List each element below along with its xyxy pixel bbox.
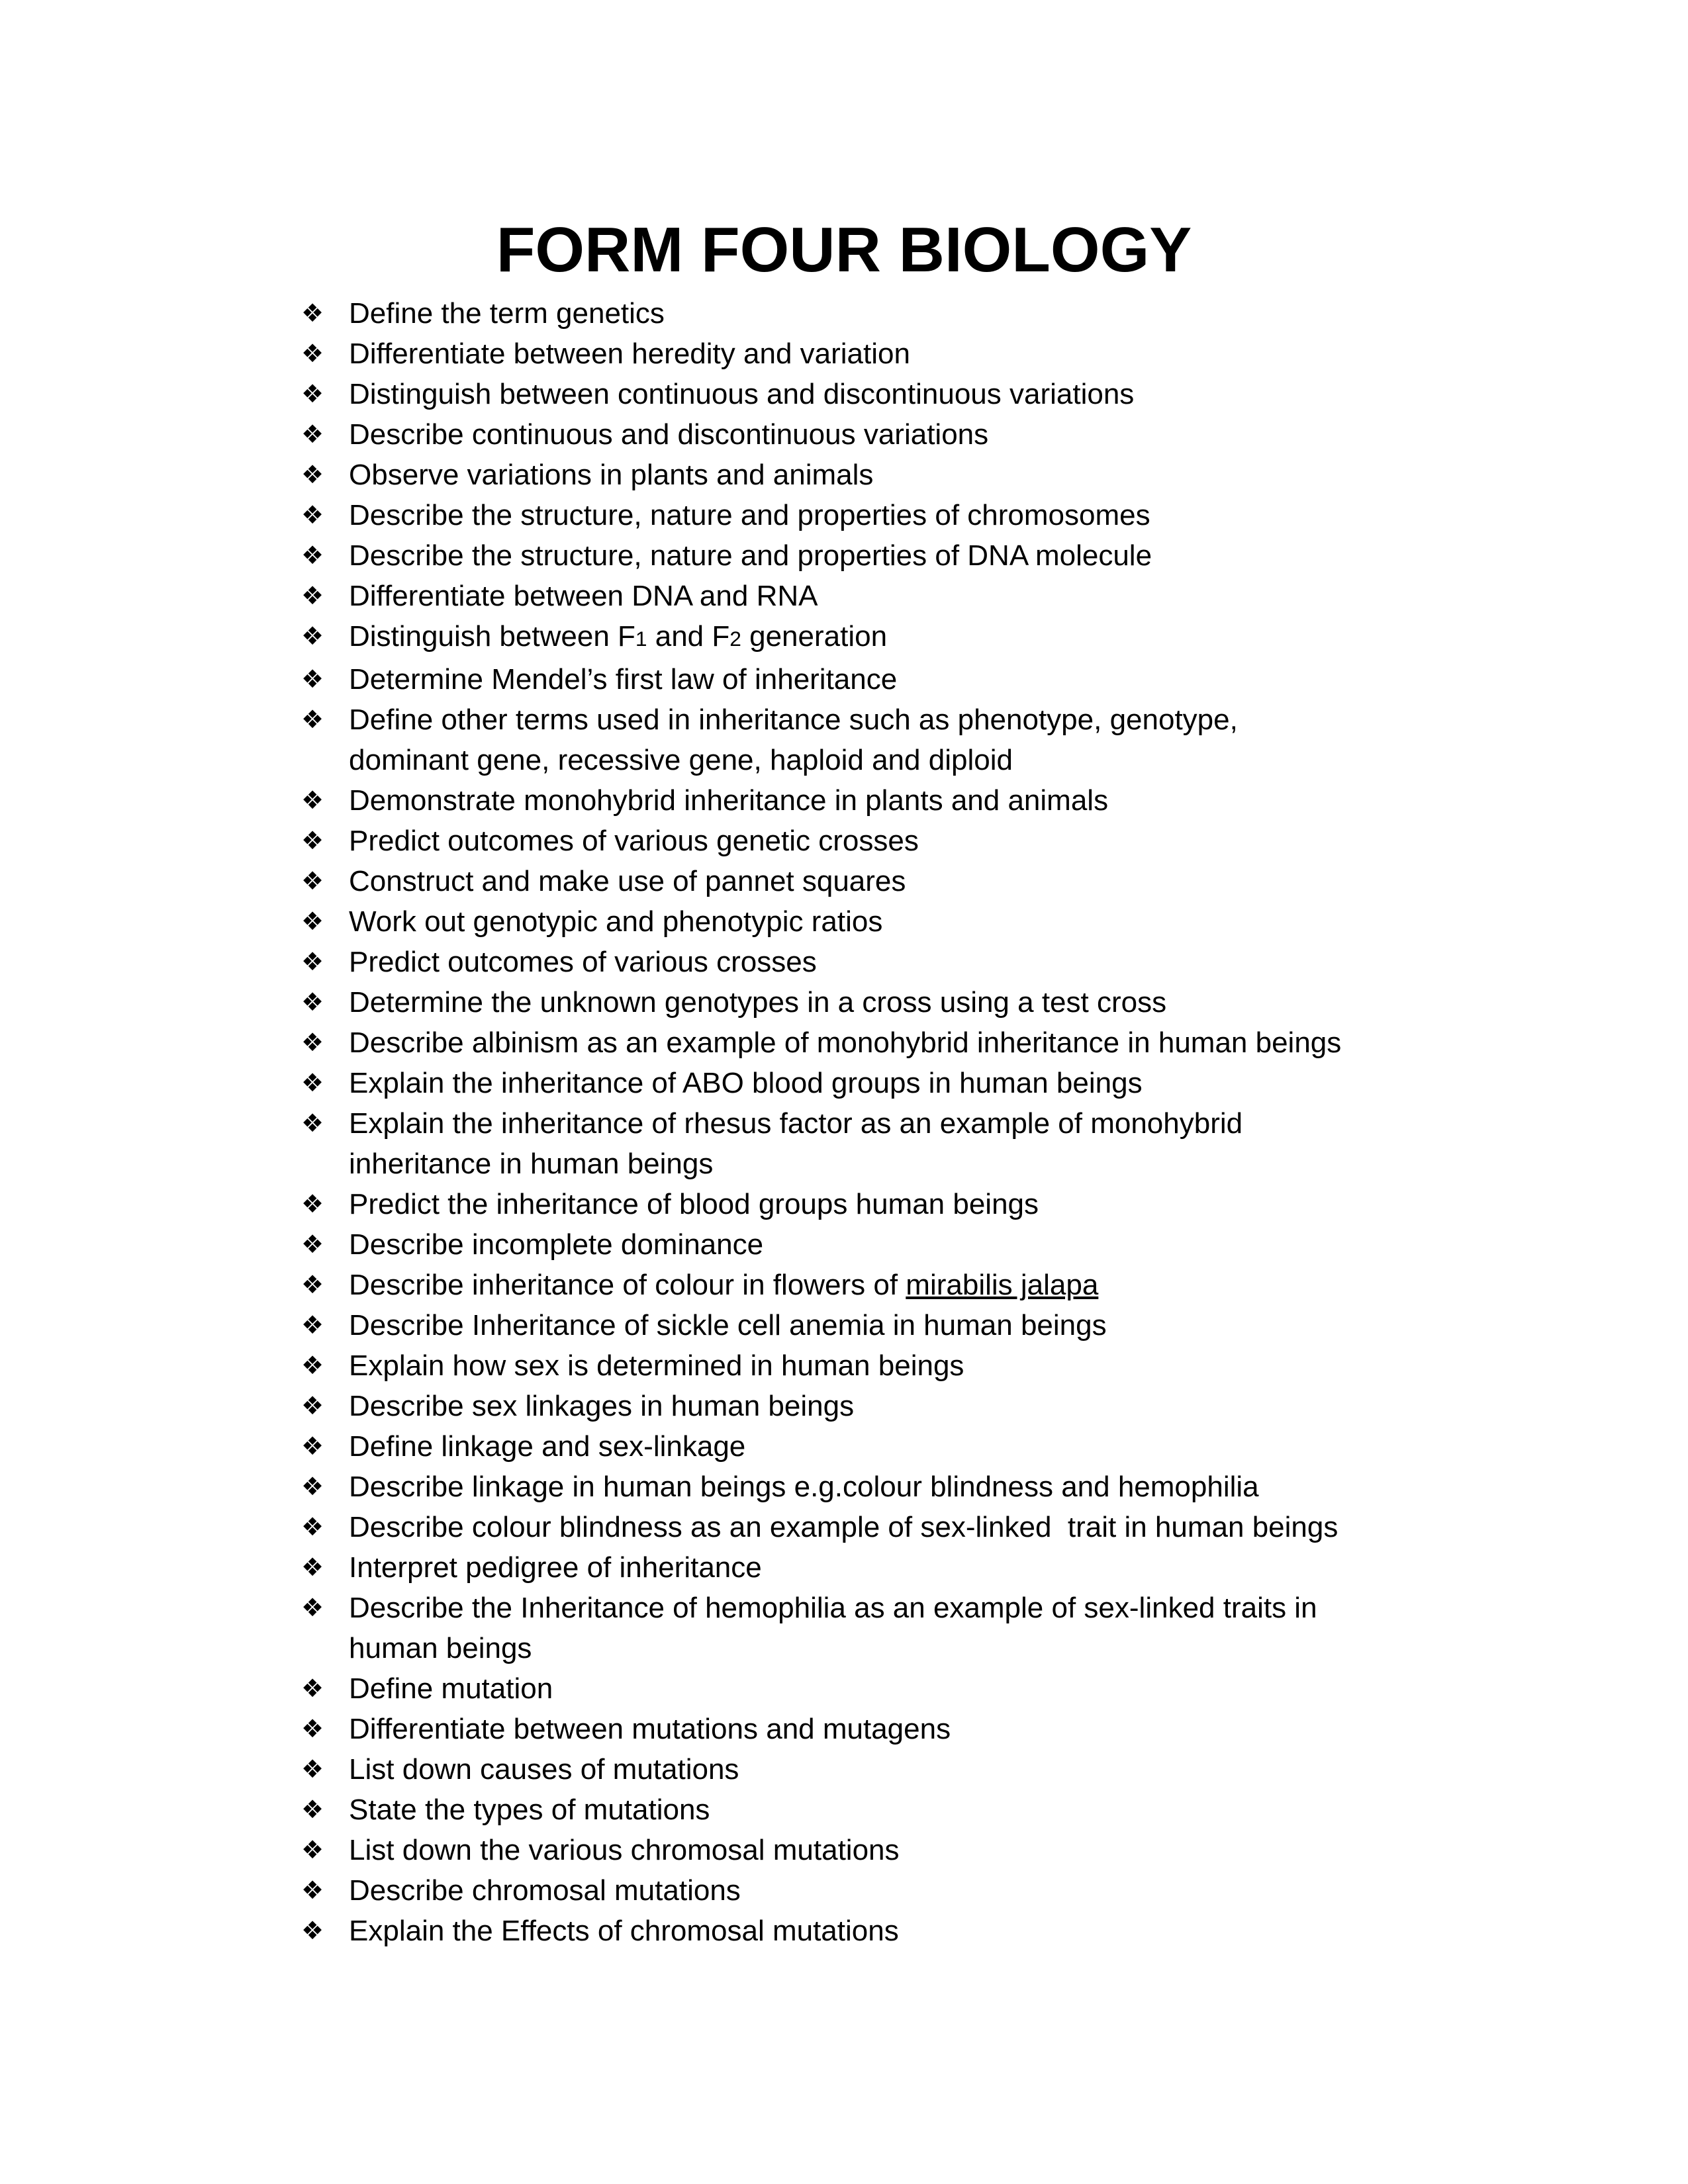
list-item <box>301 821 1559 861</box>
bullet-diamond-icon: ❖ <box>301 1754 324 1784</box>
bullet-diamond-icon: ❖ <box>301 1714 324 1743</box>
text-segment: Construct and make use of pannet squares <box>349 865 906 897</box>
list-item <box>301 1870 1559 1911</box>
list-item-text <box>349 1511 1338 1543</box>
bullet-diamond-icon: ❖ <box>301 420 324 449</box>
page-title: FORM FOUR BIOLOGY <box>496 214 1192 285</box>
text-segment: Differentiate between mutations and mutagens <box>349 1713 951 1745</box>
text-segment: Describe inheritance of colour in flowers of <box>349 1269 906 1301</box>
text-segment: Distinguish between continuous and discontinuous variations <box>349 378 1135 410</box>
list-item-text <box>349 1794 710 1826</box>
list-item-text <box>349 946 817 978</box>
text-segment: Demonstrate monohybrid inheritance in plants and animals <box>349 784 1109 817</box>
bullet-diamond-icon: ❖ <box>301 947 324 976</box>
text-segment: Predict outcomes of various crosses <box>349 946 817 978</box>
list-item <box>301 414 1559 455</box>
text-segment: Describe Inheritance of sickle cell anemia in human beings <box>349 1309 1107 1342</box>
bullet-diamond-icon: ❖ <box>301 500 324 529</box>
list-item-text <box>349 1672 553 1705</box>
list-item-text <box>349 1430 745 1463</box>
bullet-diamond-icon: ❖ <box>301 664 324 694</box>
text-segment: Describe the structure, nature and properties of chromosomes <box>349 499 1150 531</box>
list-item-text <box>349 1915 899 1947</box>
bullet-diamond-icon: ❖ <box>301 1835 324 1864</box>
bullet-diamond-icon: ❖ <box>301 1512 324 1541</box>
list-item-text <box>349 1309 1107 1342</box>
text-segment: dominant gene, recessive gene, haploid and diploid <box>349 744 1013 776</box>
text-segment: Describe the Inheritance of hemophilia as an example of sex-linked traits in <box>349 1592 1317 1624</box>
list-item <box>301 1426 1559 1467</box>
list-item <box>301 700 1559 780</box>
list-item <box>301 1386 1559 1426</box>
list-item-text <box>349 1713 951 1745</box>
list-item-text <box>349 338 910 370</box>
bullet-diamond-icon: ❖ <box>301 1391 324 1420</box>
text-segment: Describe continuous and discontinuous variations <box>349 418 989 451</box>
bullet-diamond-icon: ❖ <box>301 1068 324 1097</box>
list-item <box>301 455 1559 495</box>
text-segment: Explain the Effects of chromosal mutations <box>349 1915 899 1947</box>
bullet-diamond-icon: ❖ <box>301 1472 324 1501</box>
list-item <box>301 1668 1559 1709</box>
text-segment: Explain the inheritance of ABO blood groups in human beings <box>349 1067 1143 1099</box>
list-item <box>301 861 1559 901</box>
text-segment: Describe linkage in human beings e.g.colour blindness and hemophilia <box>349 1471 1259 1503</box>
text-segment: Determine the unknown genotypes in a cross using a test cross <box>349 986 1167 1019</box>
list-item <box>301 1709 1559 1749</box>
list-item-text <box>349 1390 854 1422</box>
text-segment: Predict outcomes of various genetic crosses <box>349 825 919 857</box>
list-item <box>301 1830 1559 1870</box>
text-segment: Work out genotypic and phenotypic ratios <box>349 905 883 938</box>
list-item-text <box>349 1269 1098 1301</box>
bullet-diamond-icon: ❖ <box>301 705 324 734</box>
text-segment: Interpret pedigree of inheritance <box>349 1551 762 1584</box>
list-item <box>301 1305 1559 1345</box>
bullet-diamond-icon: ❖ <box>301 460 324 489</box>
bullet-diamond-icon: ❖ <box>301 786 324 815</box>
list-item-text <box>349 580 818 612</box>
list-item-text <box>349 986 1166 1019</box>
list-item-text <box>349 704 1238 776</box>
bullet-diamond-icon: ❖ <box>301 339 324 368</box>
list-item-text <box>349 499 1150 531</box>
bullet-diamond-icon: ❖ <box>301 1593 324 1622</box>
bullet-diamond-icon: ❖ <box>301 1674 324 1703</box>
list-item <box>301 901 1559 942</box>
list-item-text <box>349 1107 1243 1180</box>
text-segment: Define linkage and sex-linkage <box>349 1430 746 1463</box>
text-segment: Differentiate between heredity and variation <box>349 338 910 370</box>
list-item-text <box>349 620 887 653</box>
list-item <box>301 576 1559 616</box>
text-segment: Describe chromosal mutations <box>349 1874 741 1907</box>
bullet-diamond-icon: ❖ <box>301 379 324 408</box>
list-item-text <box>349 784 1108 817</box>
bullet-diamond-icon: ❖ <box>301 1916 324 1945</box>
list-item-text <box>349 459 873 491</box>
text-segment: Differentiate between DNA and RNA <box>349 580 818 612</box>
list-item-text <box>349 1471 1259 1503</box>
list-item <box>301 495 1559 535</box>
text-segment: Explain the inheritance of rhesus factor as an example of monohybrid <box>349 1107 1243 1140</box>
bullet-diamond-icon: ❖ <box>301 987 324 1017</box>
bullet-diamond-icon: ❖ <box>301 1109 324 1138</box>
list-item-text <box>349 1026 1341 1059</box>
list-item <box>301 1749 1559 1790</box>
bullet-diamond-icon: ❖ <box>301 866 324 895</box>
text-segment: Describe sex linkages in human beings <box>349 1390 855 1422</box>
list-item <box>301 535 1559 576</box>
bullet-diamond-icon: ❖ <box>301 1310 324 1340</box>
bullet-diamond-icon: ❖ <box>301 1795 324 1824</box>
bullet-diamond-icon: ❖ <box>301 1553 324 1582</box>
list-item <box>301 1507 1559 1547</box>
list-item <box>301 982 1559 1023</box>
text-segment: generation <box>741 620 888 653</box>
list-item-text <box>349 1551 762 1584</box>
bullet-diamond-icon: ❖ <box>301 907 324 936</box>
list-item <box>301 659 1559 700</box>
text-segment: Describe incomplete dominance <box>349 1228 764 1261</box>
text-segment: Determine Mendel’s first law of inheritance <box>349 663 898 696</box>
list-item-text <box>349 1188 1039 1220</box>
text-segment: State the types of mutations <box>349 1794 710 1826</box>
list-item <box>301 334 1559 374</box>
text-segment: Observe variations in plants and animals <box>349 459 874 491</box>
list-item-text <box>349 1834 900 1866</box>
list-item-text <box>349 663 897 696</box>
list-item <box>301 1911 1559 1951</box>
bullet-diamond-icon: ❖ <box>301 621 324 651</box>
list-item <box>301 1103 1559 1184</box>
text-segment: Explain how sex is determined in human beings <box>349 1349 964 1382</box>
text-segment: List down causes of mutations <box>349 1753 739 1786</box>
list-item <box>301 1547 1559 1588</box>
bullet-diamond-icon: ❖ <box>301 541 324 570</box>
text-segment: Predict the inheritance of blood groups human beings <box>349 1188 1039 1220</box>
list-item-text <box>349 825 919 857</box>
list-item <box>301 616 1559 659</box>
text-segment: Define the term genetics <box>349 297 665 330</box>
bullet-diamond-icon: ❖ <box>301 1876 324 1905</box>
list-item <box>301 1588 1559 1668</box>
bullet-diamond-icon: ❖ <box>301 1230 324 1259</box>
list-item <box>301 942 1559 982</box>
text-segment: inheritance in human beings <box>349 1148 714 1180</box>
list-item-text <box>349 378 1134 410</box>
list-item <box>301 1265 1559 1305</box>
list-item <box>301 374 1559 414</box>
list-item <box>301 1224 1559 1265</box>
text-segment: Describe the structure, nature and properties of DNA molecule <box>349 539 1152 572</box>
list-item-text <box>349 1067 1143 1099</box>
bullet-diamond-icon: ❖ <box>301 298 324 328</box>
bullet-diamond-icon: ❖ <box>301 581 324 610</box>
list-item-text <box>349 1874 741 1907</box>
list-item-text <box>349 1349 964 1382</box>
list-item <box>301 1345 1559 1386</box>
list-item-text <box>349 1592 1317 1664</box>
list-item-text <box>349 865 906 897</box>
text-segment: 2 <box>729 627 741 651</box>
text-segment: List down the various chromosal mutations <box>349 1834 900 1866</box>
list-item <box>301 1063 1559 1103</box>
bullet-diamond-icon: ❖ <box>301 1028 324 1057</box>
bullet-diamond-icon: ❖ <box>301 826 324 855</box>
list-item-text <box>349 1753 739 1786</box>
list-item <box>301 1790 1559 1830</box>
text-segment: Distinguish between F <box>349 620 635 653</box>
list-item-text <box>349 1228 763 1261</box>
bullet-diamond-icon: ❖ <box>301 1189 324 1218</box>
underlined-term: mirabilis jalapa <box>906 1269 1099 1301</box>
bullet-diamond-icon: ❖ <box>301 1351 324 1380</box>
text-segment: 1 <box>635 627 647 651</box>
list-item-text <box>349 905 882 938</box>
list-item <box>301 1023 1559 1063</box>
text-segment: Describe albinism as an example of monohybrid inheritance in human beings <box>349 1026 1342 1059</box>
text-segment: and F <box>647 620 730 653</box>
list-item <box>301 780 1559 821</box>
text-segment: Describe colour blindness as an example of sex-linked trait in human beings <box>349 1511 1338 1543</box>
list-item <box>301 1467 1559 1507</box>
list-item-text <box>349 539 1152 572</box>
list-item <box>301 293 1559 334</box>
list-item-text <box>349 297 665 330</box>
text-segment: Define other terms used in inheritance such as phenotype, genotype, <box>349 704 1238 736</box>
list-item <box>301 1184 1559 1224</box>
text-segment: Define mutation <box>349 1672 553 1705</box>
objectives-list <box>301 293 1559 1951</box>
text-segment: human beings <box>349 1632 532 1664</box>
bullet-diamond-icon: ❖ <box>301 1270 324 1299</box>
list-item-text <box>349 418 988 451</box>
bullet-diamond-icon: ❖ <box>301 1432 324 1461</box>
